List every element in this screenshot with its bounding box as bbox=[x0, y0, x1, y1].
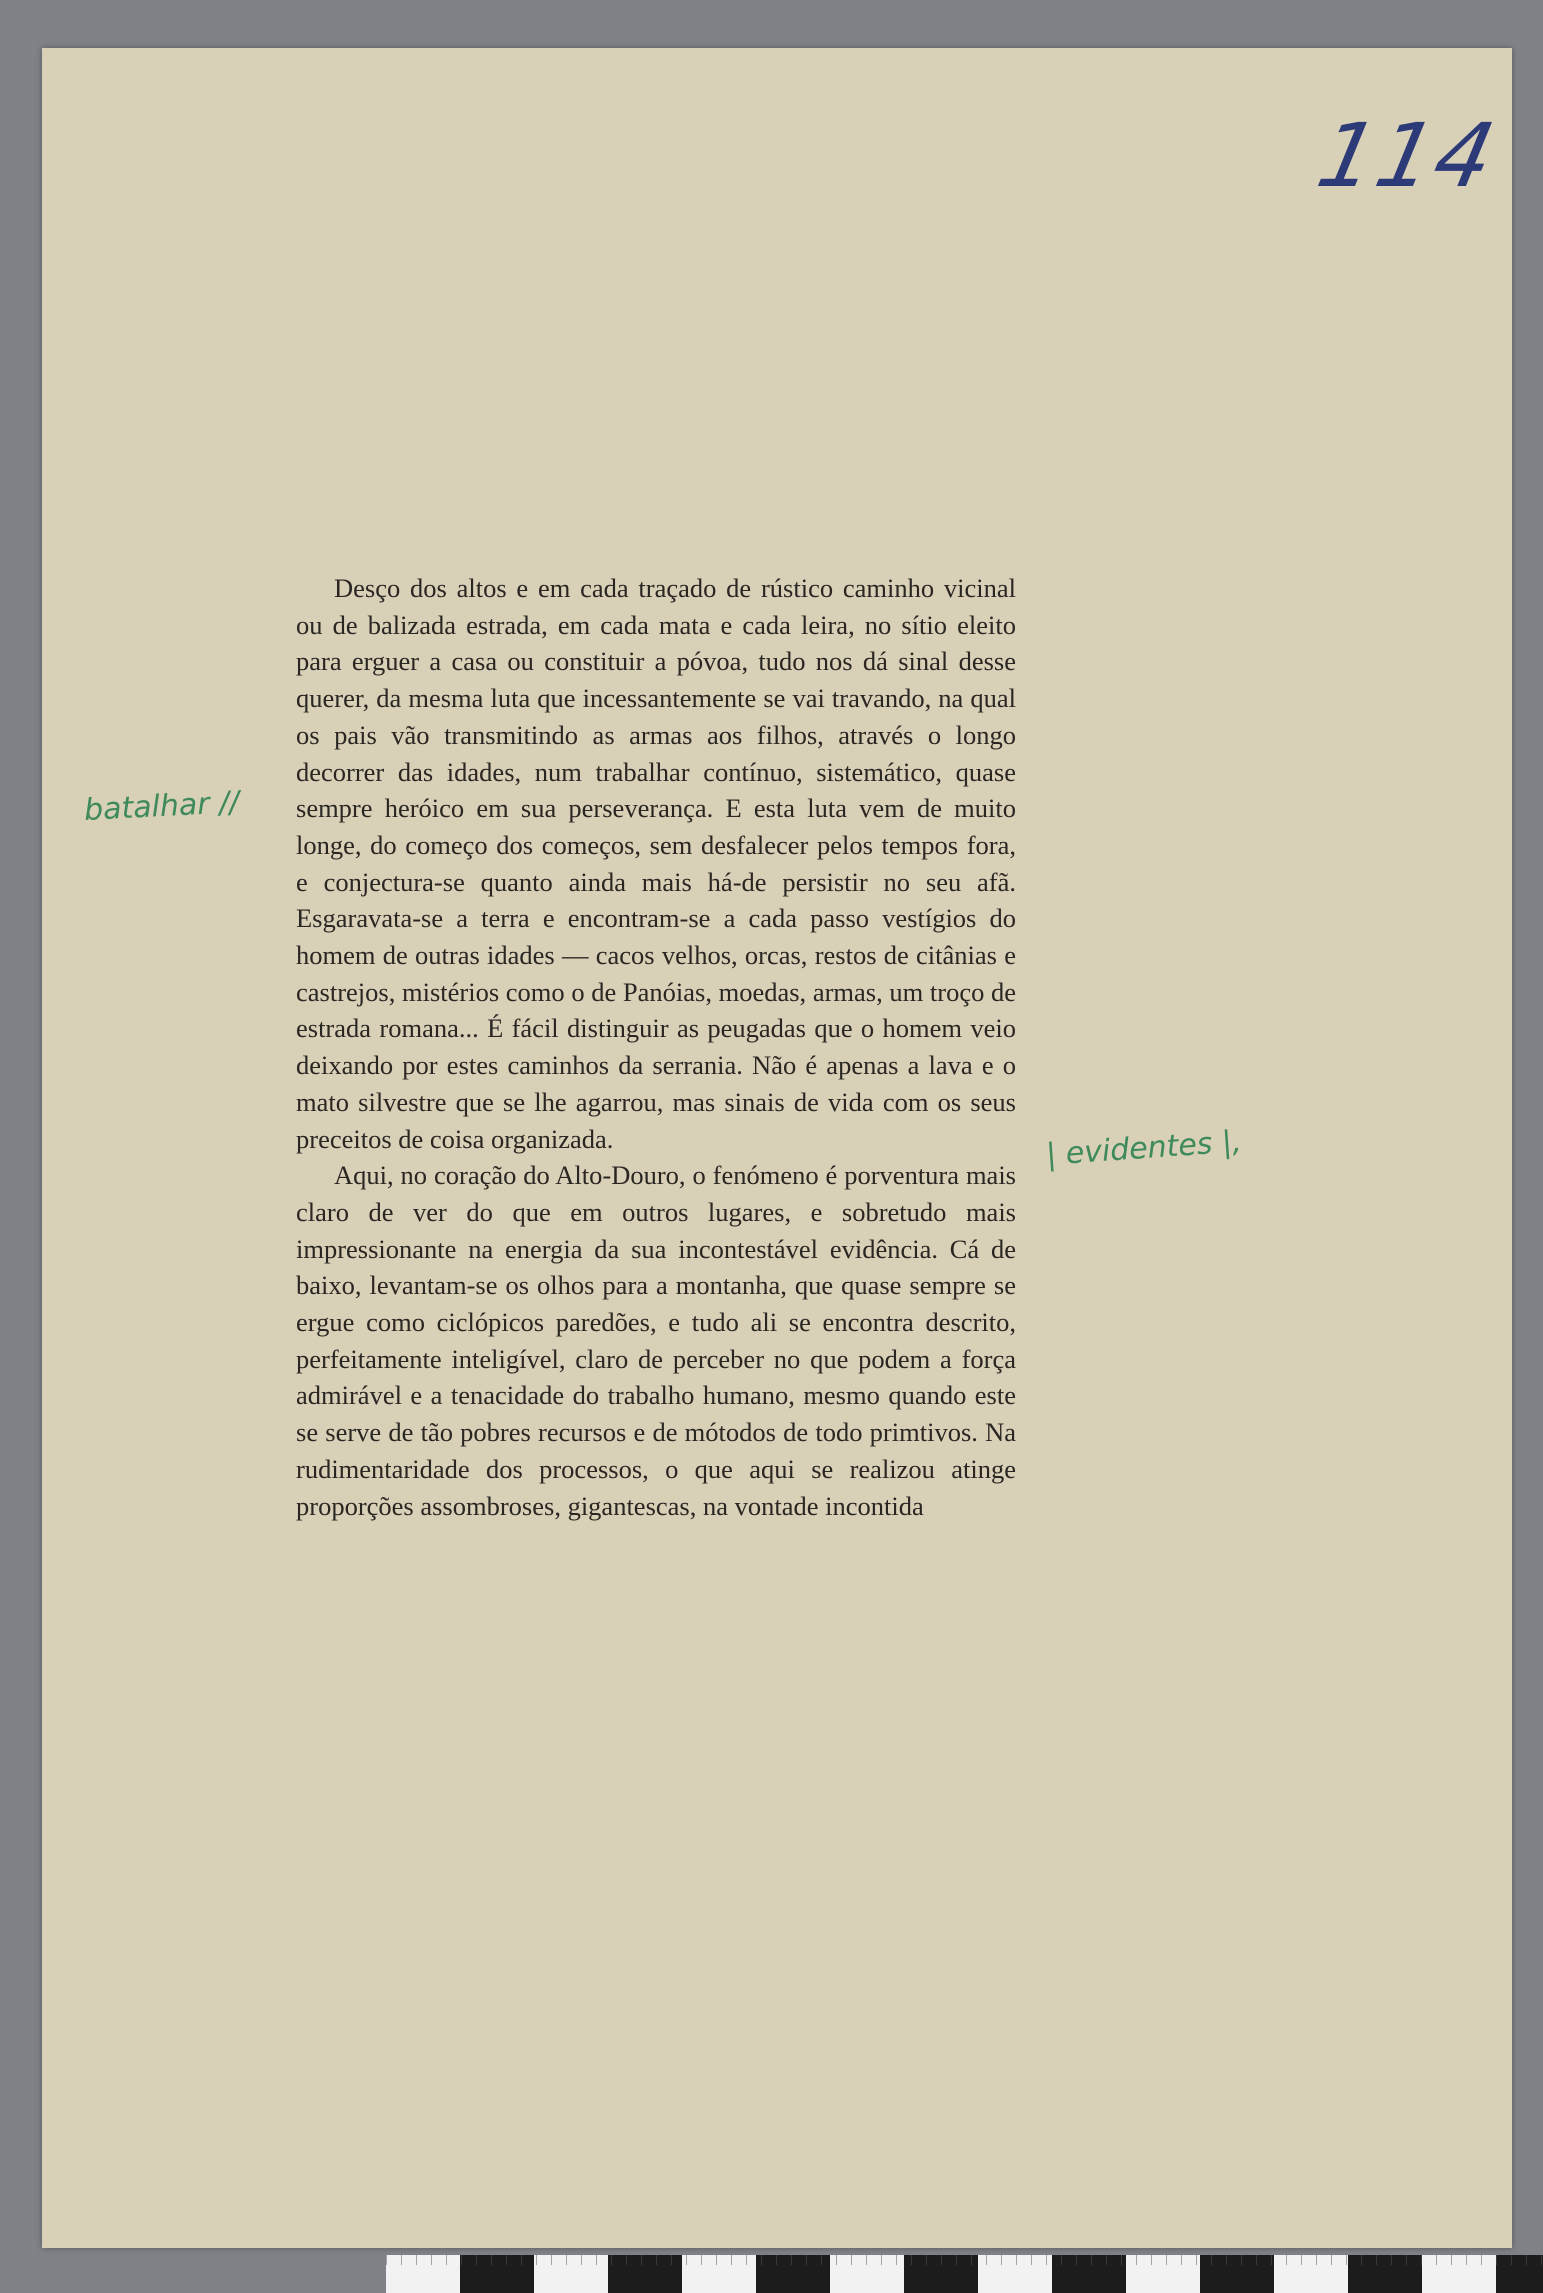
paragraph-2: Aqui, no coração do Alto-Douro, o fenómeno é porventura mais claro de ver do que em outros lugares, e sobretudo mais impressionante na energia da sua incontestável evidência. Cá de baixo, levantam-se os olhos para a montanha, que quase sempre se ergue como ciclópicos paredões, e tudo ali se encontra descrito, perfeitamente inteligível, claro de perceber no que podem a força admirável e a tenacidade do trabalho humano, mesmo quando este se serve de tão pobres recursos e de mótodos de todo primtivos. Na rudimentaridade dos processos, o que aqui se realizou atinge proporções assombroses, gigantescas, na vontade incontida bbox=[296, 1160, 1016, 1521]
scale-ruler bbox=[386, 2255, 1543, 2293]
margin-annotation-right: | evidentes |, bbox=[1044, 1124, 1243, 1173]
page-number: 114 bbox=[1309, 104, 1506, 207]
ruler-ticks bbox=[386, 2255, 1543, 2265]
paragraph-1: Desço dos altos e em cada traçado de rústico caminho vicinal ou de balizada estrada, em cada mata e cada leira, no sítio eleito para erguer a casa ou constituir a póvoa, tudo nos dá sinal desse querer, da mesma luta que incessantemente se vai travando, na qual os pais vão transmitindo as armas aos filhos, através o longo decorrer das idades, num trabalhar contínuo, sistemático, quase sempre heróico em sua perseverança. E esta luta vem de muito longe, do começo dos começos, sem desfalecer pelos tempos fora, e conjectura-se quanto ainda mais há-de persistir no seu afã. Esgaravata-se a terra e encontram-se a cada passo vestígios do homem de outras idades — cacos velhos, orcas, restos de citânias e castrejos, mistérios como o de Panóias, moedas, armas, um troço de estrada romana... É fácil distinguir as peugadas que o homem veio deixando por estes caminhos da serrania. Não é apenas a lava e o mato silvestre que se lhe agarrou, mas sinais de vida com os seus preceitos de coisa organizada. bbox=[296, 573, 1016, 1154]
body-text bbox=[296, 570, 1016, 1524]
margin-annotation-left: batalhar // bbox=[83, 784, 241, 829]
